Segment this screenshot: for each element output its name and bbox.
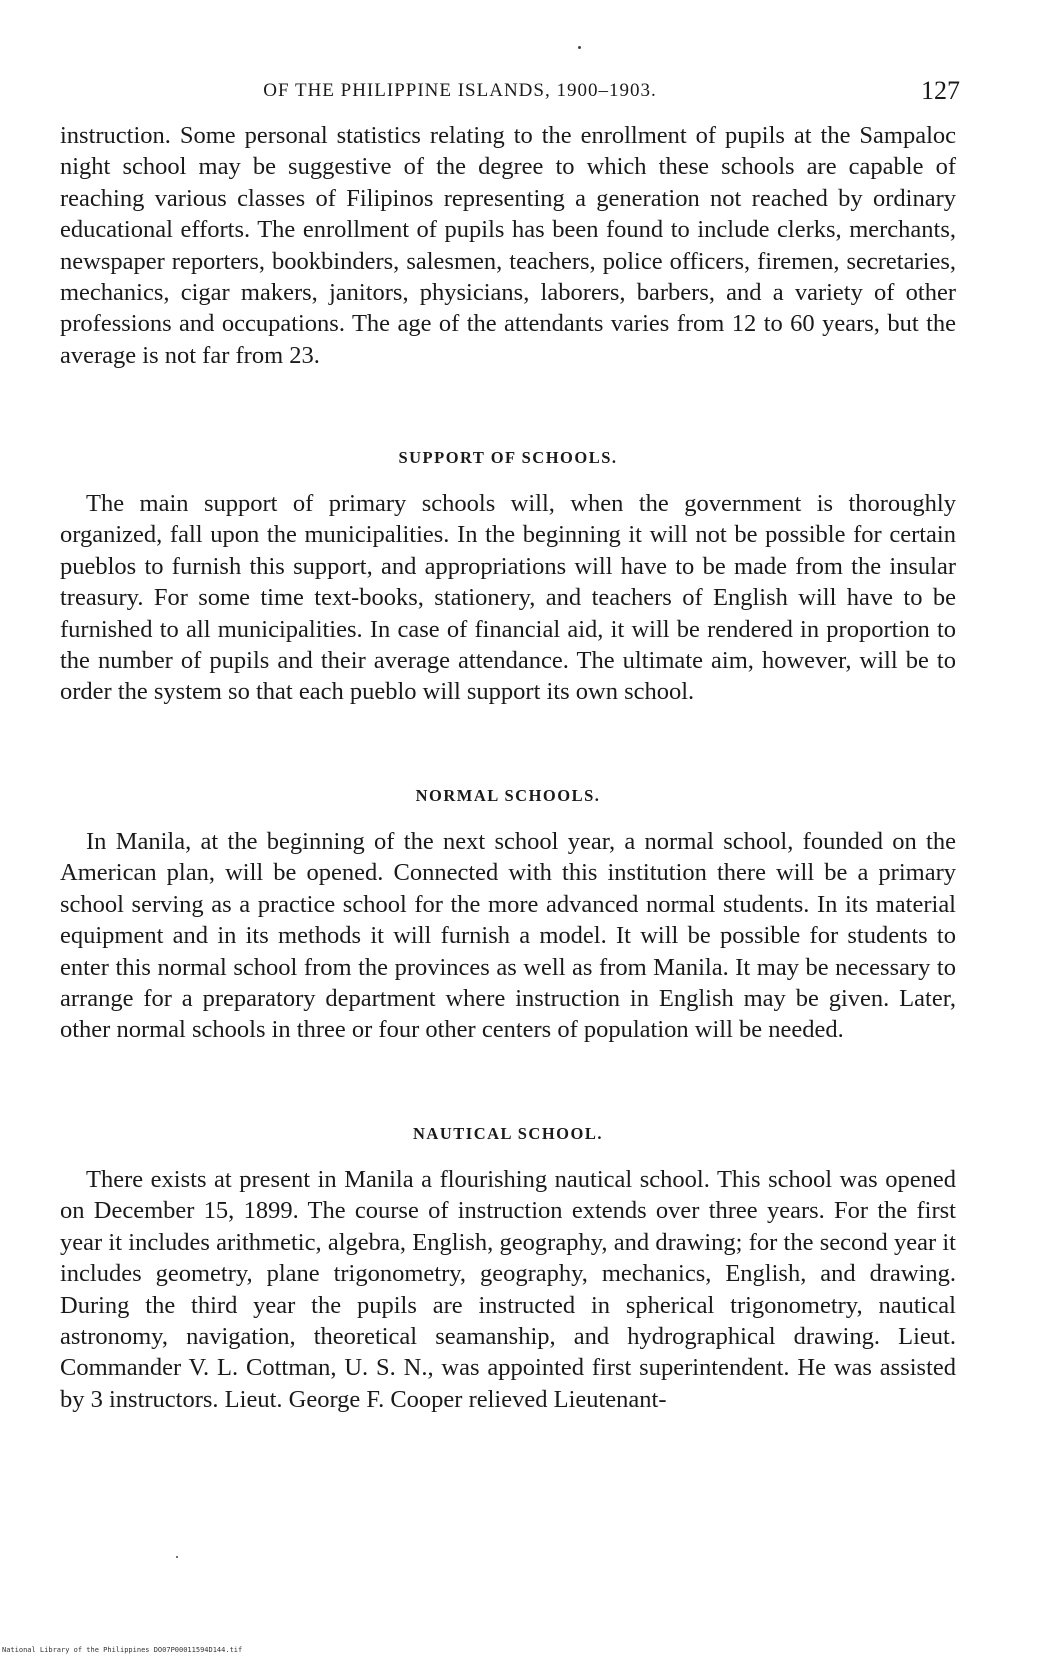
scan-speck — [578, 46, 581, 49]
section-heading-support: SUPPORT OF SCHOOLS. — [398, 448, 618, 467]
section-paragraph-normal: In Manila, at the beginning of the next school year, a normal school, founded on the American plan, will be opened. Connected with this institution there will be a primary school serving as a practice school for the more advanced normal students. In its material equipment and in its methods it will furnish a model. It will be possible for students to enter this normal school from the provinces as well as from Manila. It may be necessary to arrange for a preparatory department where instruction in English may be given. Later, other normal schools in three or four other centers of population will be needed. — [60, 828, 956, 1044]
section-heading-normal: NORMAL SCHOOLS. — [415, 786, 601, 805]
section-paragraph-nautical: There exists at present in Manila a flourishing nautical school. This school was opened on December 15, 1899. The course of instruction extends over three years. For the first year it includes arithmetic, algebra, English, geography, and drawing; for the second year it includes geometry, plane trigonometry, geography, mechanics, English, and drawing. During the third year the pupils are instructed in spherical trigonometry, nautical astronomy, navigation, theoretical seamanship, and hydrographical drawing. Lieut. Commander V. L. Cottman, U. S. N., was appointed first superintendent. He was assisted by 3 instructors. Lieut. George F. Cooper relieved Lieutenant- — [60, 1166, 956, 1413]
page-header — [60, 74, 960, 114]
opening-paragraph: instruction. Some personal statistics relating to the enrollment of pupils at the Sampaloc night school may be suggestive of the degree to which these schools are capable of reaching various classes of Filipinos representing a generation not reached by ordinary educational efforts. The enrollment of pupils has been found to include clerks, merchants, newspaper reporters, bookbinders, salesmen, teachers, police officers, firemen, secretaries, mechanics, cigar makers, janitors, physicians, laborers, barbers, and a variety of other professions and occupations. The age of the attendants varies from 12 to 60 years, but the average is not far from 23. — [60, 122, 956, 369]
page-number: 127 — [921, 76, 960, 105]
scan-speck — [176, 1556, 178, 1558]
scan-footer-note: National Library of the Philippines DO07P00011594D144.tif — [2, 1646, 243, 1654]
section-paragraph-support: The main support of primary schools will, when the government is thoroughly organized, fall upon the municipalities. In the beginning it will not be possible for certain pueblos to furnish this support, and appropriations will have to be made from the insular treasury. For some time text-books, stationery, and teachers of English will have to be furnished to all municipalities. In case of financial aid, it will be rendered in proportion to the number of pupils and their average attendance. The ultimate aim, however, will be to order the system so that each pueblo will support its own school. — [60, 490, 956, 706]
section-heading-nautical: NAUTICAL SCHOOL. — [413, 1124, 603, 1143]
running-head: OF THE PHILIPPINE ISLANDS, 1900–1903. — [263, 80, 657, 101]
